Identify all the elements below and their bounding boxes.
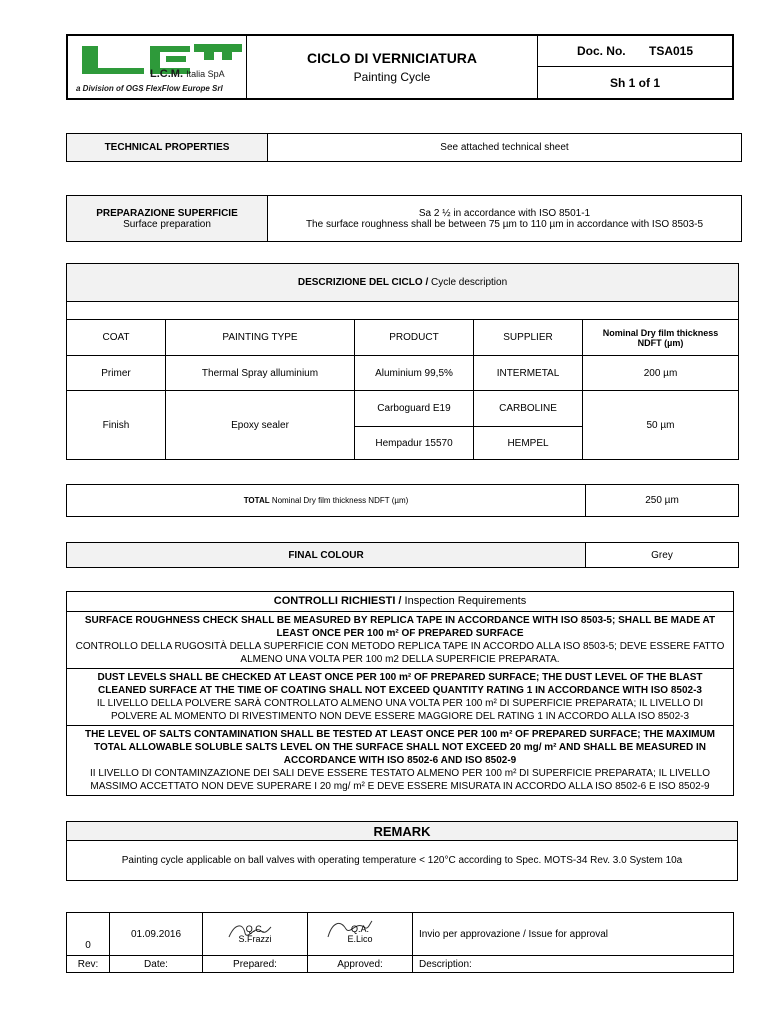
revision-table: [66, 912, 734, 973]
cycle-spacer-row: [67, 302, 739, 320]
finish-coat: Finish: [67, 391, 166, 460]
date-label: Date:: [110, 956, 203, 973]
total-label-rest: Nominal Dry film thickness NDFT (µm): [269, 496, 409, 505]
company-logo: [68, 36, 246, 98]
description-value: Invio per approvazione / Issue for approval: [413, 913, 734, 956]
logo-company-suffix: Italia SpA: [186, 69, 225, 79]
prepared-name: S.Frazzi: [238, 934, 272, 944]
doc-no-value: TSA015: [648, 44, 694, 58]
logo-cell: [67, 35, 247, 99]
title-it: CICLO DI VERNICIATURA: [306, 50, 478, 66]
inspection-item-it: II LIVELLO DI CONTAMINZAZIONE DEI SALI DEVE ESSERE TESTATO ALMENO PER 100 m² DI SUPERFICIE PREPARATA; IL LIVELLO MASSIMO ACCETTATO NON DEVE SUPERARE I 20 mg/ m² E DEVE ESSERE MISURATA IN ACCORDO ALLA ISO 8502-6 E ISO 8502-9: [90, 768, 710, 792]
col-coat: COAT: [67, 320, 166, 356]
cycle-title: [67, 264, 739, 302]
primer-coat: Primer: [67, 356, 166, 391]
remark-text: Painting cycle applicable on ball valves with operating temperature < 120°C according to Spec. MOTS-34 Rev. 3.0 System 10a: [67, 841, 738, 881]
rev-label: Rev:: [67, 956, 110, 973]
rev-value: 0: [67, 913, 110, 956]
inspection-title-it: CONTROLLI RICHIESTI /: [273, 595, 402, 607]
total-value: 250 µm: [586, 485, 739, 517]
approved-label: Approved:: [308, 956, 413, 973]
prepared-label: Prepared:: [203, 956, 308, 973]
technical-table: [66, 133, 742, 162]
surface-line2: The surface roughness shall be between 75 µm to 110 µm in accordance with ISO 8503-5: [305, 218, 704, 230]
inspection-item: [67, 726, 734, 796]
col-product: PRODUCT: [355, 320, 474, 356]
date-value: 01.09.2016: [110, 913, 203, 956]
inspection-title: [67, 592, 734, 612]
cycle-title-en: Cycle description: [428, 277, 508, 288]
logo-company: L.C.M.: [150, 68, 183, 80]
primer-ndft: 200 µm: [583, 356, 739, 391]
col-supplier: SUPPLIER: [474, 320, 583, 356]
cycle-title-it: DESCRIZIONE DEL CICLO /: [297, 277, 429, 288]
total-table: [66, 484, 739, 517]
primer-row: [67, 356, 739, 391]
finish-row: [67, 391, 739, 427]
surface-value-cell: [268, 196, 742, 242]
final-colour-value: Grey: [586, 543, 739, 568]
finish-supplier-1: CARBOLINE: [474, 391, 583, 427]
logo-division: a Division of OGS FlexFlow Europe Srl: [76, 84, 223, 93]
inspection-item-en: THE LEVEL OF SALTS CONTAMINATION SHALL BE TESTED AT LEAST ONCE PER 100 m² OF PREPARED SURFACE; THE MAXIMUM TOTAL ALLOWABLE SOLUBLE SALTS LEVEL ON THE SURFACE SHALL NOT EXCEED 20 mg/ m² AND SHALL BE MEASURED IN ACCORDANCE WITH ISO 8502-6 AND ISO 8502-9: [84, 729, 716, 766]
approved-role: Q.A.: [350, 924, 369, 934]
inspection-item-it: IL LIVELLO DELLA POLVERE SARÀ CONTROLLATO ALMENO UNA VOLTA PER 100 m² DI SUPERFICIE PREPARATA; IL LIVELLO DI POLVERE AL MOMENTO DI RIVESTIMENTO NON DEVE ESSERE MAGGIORE DEL RATING 1 IN ACCORDO ALLA ISO 8502-3: [96, 698, 704, 722]
remark-title: REMARK: [67, 822, 738, 841]
inspection-item: [67, 669, 734, 726]
doc-no-label: Doc. No.: [576, 44, 626, 58]
finish-supplier-2: HEMPEL: [474, 427, 583, 460]
finish-type: Epoxy sealer: [166, 391, 355, 460]
sheet-cell: Sh 1 of 1: [538, 67, 734, 100]
finish-product-2: Hempadur 15570: [355, 427, 474, 460]
title-en: Painting Cycle: [353, 70, 431, 84]
primer-supplier: INTERMETAL: [474, 356, 583, 391]
finish-product-1: Carboguard E19: [355, 391, 474, 427]
cycle-table: [66, 263, 739, 460]
col-ndft: Nominal Dry film thickness NDFT (µm): [583, 320, 739, 356]
cycle-header-row: [67, 320, 739, 356]
surface-line1: Sa 2 ½ in accordance with ISO 8501-1: [418, 207, 591, 219]
inspection-item: [67, 612, 734, 669]
primer-type: Thermal Spray alluminium: [166, 356, 355, 391]
doc-no-cell: [538, 35, 734, 67]
surface-label-it: PREPARAZIONE SUPERFICIE: [96, 207, 238, 219]
approved-name: E.Lico: [347, 934, 373, 944]
prepared-role: Q.C.: [245, 924, 265, 934]
technical-label: TECHNICAL PROPERTIES: [67, 134, 268, 162]
inspection-title-en: Inspection Requirements: [401, 595, 527, 607]
prepared-cell: [203, 913, 308, 956]
inspection-item-en: DUST LEVELS SHALL BE CHECKED AT LEAST ONCE PER 100 m² OF PREPARED SURFACE; THE DUST LEVEL OF THE BLAST CLEANED SURFACE AT THE TIME OF COATING SHALL NOT EXCEED QUANTITY RATING 1 IN ACCORDANCE WITH ISO 8502-3: [97, 672, 703, 696]
final-colour-table: [66, 542, 739, 568]
primer-product: Aluminium 99,5%: [355, 356, 474, 391]
col-painting-type: PAINTING TYPE: [166, 320, 355, 356]
surface-label-cell: [67, 196, 268, 242]
total-label: [67, 485, 586, 517]
inspection-item-en: SURFACE ROUGHNESS CHECK SHALL BE MEASURED BY REPLICA TAPE IN ACCORDANCE WITH ISO 8503-5; SHALL BE MADE AT LEAST ONCE PER 100 m² OF PREPARED SURFACE: [84, 615, 716, 639]
final-colour-label: FINAL COLOUR: [67, 543, 586, 568]
inspection-item-it: CONTROLLO DELLA RUGOSITÀ DELLA SUPERFICIE CON METODO REPLICA TAPE IN ACCORDO ALLA ISO 8503-5; DEVE ESSERE FATTO ALMENO UNA VOLTA PER 100 m2 DELLA SUPERFICIE PREPARATA.: [75, 641, 725, 665]
remark-table: [66, 821, 738, 881]
surface-table: [66, 195, 742, 242]
header-table: [66, 34, 734, 100]
technical-value: See attached technical sheet: [268, 134, 742, 162]
description-label: Description:: [413, 956, 734, 973]
total-label-bold: TOTAL: [243, 496, 270, 505]
approved-cell: [308, 913, 413, 956]
title-cell: [247, 35, 538, 99]
surface-label-en: Surface preparation: [123, 218, 211, 230]
inspection-table: [66, 591, 734, 796]
finish-ndft: 50 µm: [583, 391, 739, 460]
